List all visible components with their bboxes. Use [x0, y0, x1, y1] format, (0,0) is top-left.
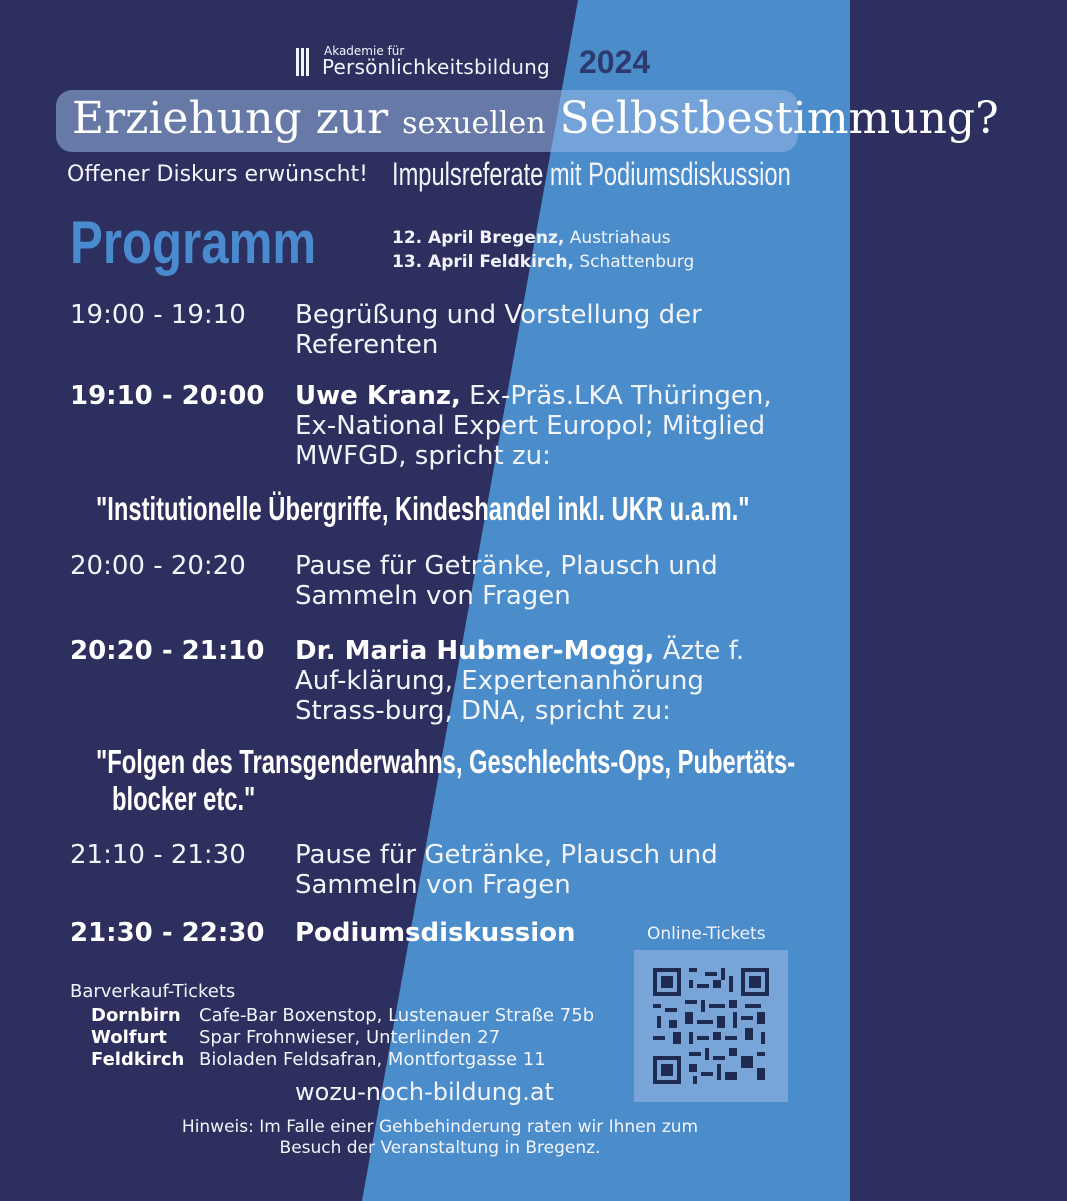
- schedule-time: 21:10 - 21:30: [70, 840, 246, 870]
- logo-line2: Persönlichkeitsbildung: [322, 55, 550, 79]
- schedule-time: 20:20 - 21:10: [70, 636, 265, 666]
- shop-address: Spar Frohnwieser, Unterlinden 27: [199, 1027, 501, 1048]
- speaker-name: Uwe Kranz,: [295, 381, 461, 411]
- website-link[interactable]: wozu-noch-bildung.at: [295, 1078, 554, 1106]
- talk-topic-continued: blocker etc.": [112, 780, 256, 817]
- online-tickets-label: Online-Tickets: [647, 924, 766, 944]
- date-feldkirch: 13. April Feldkirch, Schattenburg: [392, 252, 695, 272]
- schedule-text: Uwe Kranz, Ex-Präs.LKA Thüringen, Ex-National Expert Europol; Mitglied MWFGD, spricht zu:: [295, 381, 772, 471]
- event-title: Erziehung zur sexuellen Selbstbestimmung?: [72, 93, 999, 144]
- shop-address: Bioladen Feldsafran, Montfortgasse 11: [199, 1049, 546, 1070]
- date-bregenz: 12. April Bregenz, Austriahaus: [392, 228, 671, 248]
- shop-city: Feldkirch: [91, 1049, 185, 1070]
- subtitle-right: Impulsreferate mit Podiumsdiskussion: [392, 156, 791, 192]
- year-label: 2024: [579, 44, 651, 80]
- schedule-time: 19:00 - 19:10: [70, 300, 246, 330]
- shop-address: Cafe-Bar Boxenstop, Lustenauer Straße 75b: [199, 1005, 595, 1026]
- subtitle-left: Offener Diskurs erwünscht!: [67, 162, 368, 187]
- qr-code-icon[interactable]: [634, 950, 788, 1102]
- schedule-text: Dr. Maria Hubmer-Mogg, Äzte f. Auf-klärung, Expertenanhörung Strass-burg, DNA, spricht zu:: [295, 636, 745, 726]
- shop-city: Dornbirn: [91, 1005, 181, 1026]
- accessibility-notice: Hinweis: Im Falle einer Gehbehinderung raten wir Ihnen zum Besuch der Veranstaltung in Bregenz.: [181, 1117, 699, 1158]
- shop-city: Wolfurt: [91, 1027, 167, 1048]
- presale-label: Barverkauf-Tickets: [70, 981, 236, 1002]
- schedule-time: 20:00 - 20:20: [70, 551, 246, 581]
- schedule-text: Pause für Getränke, Plausch und Sammeln von Fragen: [295, 551, 718, 611]
- schedule-text: Pause für Getränke, Plausch und Sammeln von Fragen: [295, 840, 718, 900]
- schedule-time: 21:30 - 22:30: [70, 918, 265, 948]
- talk-topic: "Institutionelle Übergriffe, Kindeshandel inkl. UKR u.a.m.": [96, 490, 750, 527]
- talk-topic: "Folgen des Transgenderwahns, Geschlechts-Ops, Pubertäts-: [96, 743, 796, 780]
- logo-line1: Akademie für: [324, 44, 405, 58]
- schedule-text: Podiumsdiskussion: [295, 918, 576, 948]
- vertical-bars-logo-icon: [296, 48, 314, 76]
- schedule-time: 19:10 - 20:00: [70, 381, 265, 411]
- program-heading: Programm: [70, 209, 317, 276]
- speaker-name: Dr. Maria Hubmer-Mogg,: [295, 636, 655, 666]
- schedule-text: Begrüßung und Vorstellung der Referenten: [295, 300, 702, 360]
